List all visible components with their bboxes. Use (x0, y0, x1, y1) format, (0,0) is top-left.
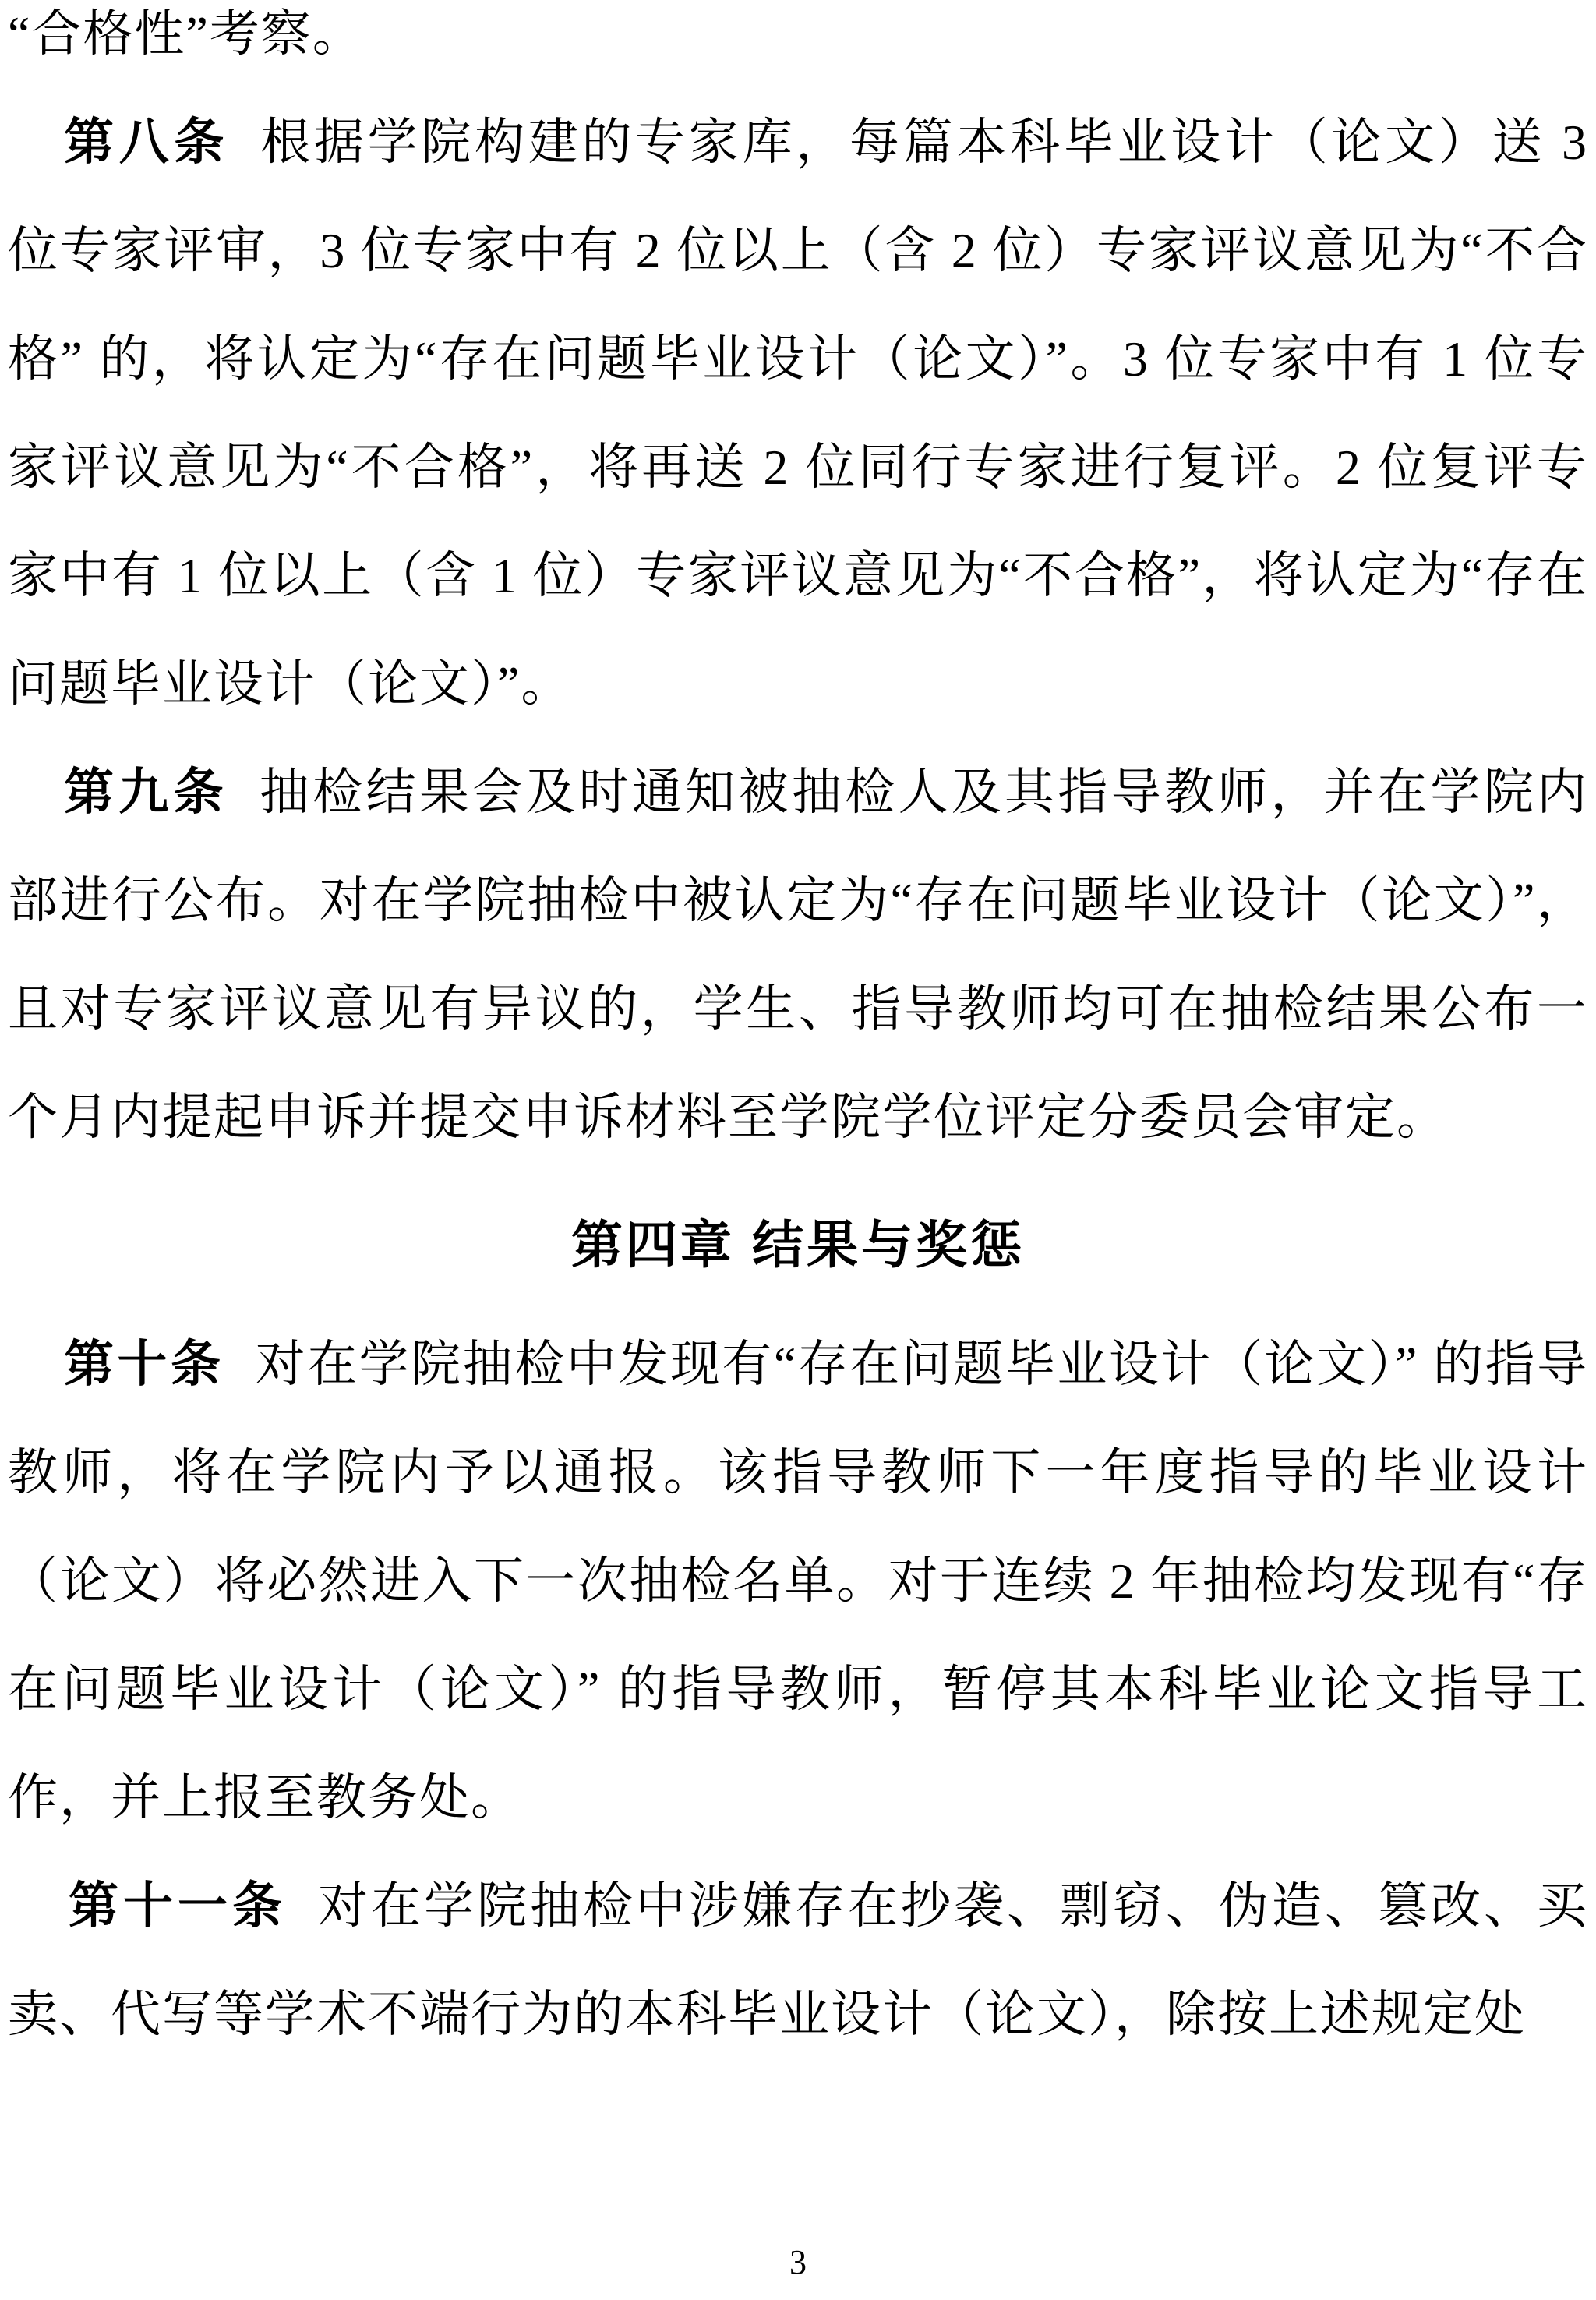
paragraph-article-11 (8, 1852, 1588, 2069)
article-10-text: 对在学院抽检中发现有“存在问题毕业设计（论文）” 的指导教师，将在学院内予以通报。该指导教师下一年度指导的毕业设计（论文）将必然进入下一次抽检名单。对于连续 2 年抽检均发现有“存在问题毕业设计（论文）” 的指导教师，暂停其本科毕业论文指导工作，并上报至教务处。 (8, 1337, 1589, 1825)
paragraph-article-8 (8, 88, 1588, 738)
chapter-heading: 第四章 结果与奖惩 (570, 1216, 1026, 1274)
article-8-text: 根据学院构建的专家库，每篇本科毕业设计（论文）送 3 位专家评审，3 位专家中有 2 位以上（含 2 位）专家评议意见为“不合格” 的，将认定为“存在问题毕业设计（论文）”。3 位专家中有 1 位专家评议意见为“不合格”，将再送 2 位同行专家进行复评。2 位复评专家中有 1 位以上（含 1 位）专家评议意见为“不合格”，将认定为“存在问题毕业设计（论文）”。 (8, 115, 1589, 712)
intro-line-text: “合格性”考察。 (8, 6, 364, 62)
article-10-label: 第十条 (64, 1337, 224, 1392)
page-number: 3 (789, 2243, 807, 2281)
article-9-text: 抽检结果会及时通知被抽检人及其指导教师，并在学院内部进行公布。对在学院抽检中被认定为“存在问题毕业设计（论文）”，且对专家评议意见有异议的，学生、指导教师均可在抽检结果公布一个月内提起申诉并提交申诉材料至学院学位评定分委员会审定。 (8, 765, 1588, 1145)
paragraph-intro-continuation (8, 0, 1588, 88)
article-11-text: 对在学院抽检中涉嫌存在抄袭、剽窃、伪造、篡改、买卖、代写等学术不端行为的本科毕业设计（论文），除按上述规定处 (8, 1878, 1588, 2042)
paragraph-article-10 (8, 1310, 1588, 1852)
article-11-label: 第十一条 (69, 1878, 287, 1934)
article-9-label: 第九条 (64, 765, 228, 820)
paragraph-article-9 (8, 738, 1588, 1171)
article-8-label: 第八条 (64, 115, 230, 170)
